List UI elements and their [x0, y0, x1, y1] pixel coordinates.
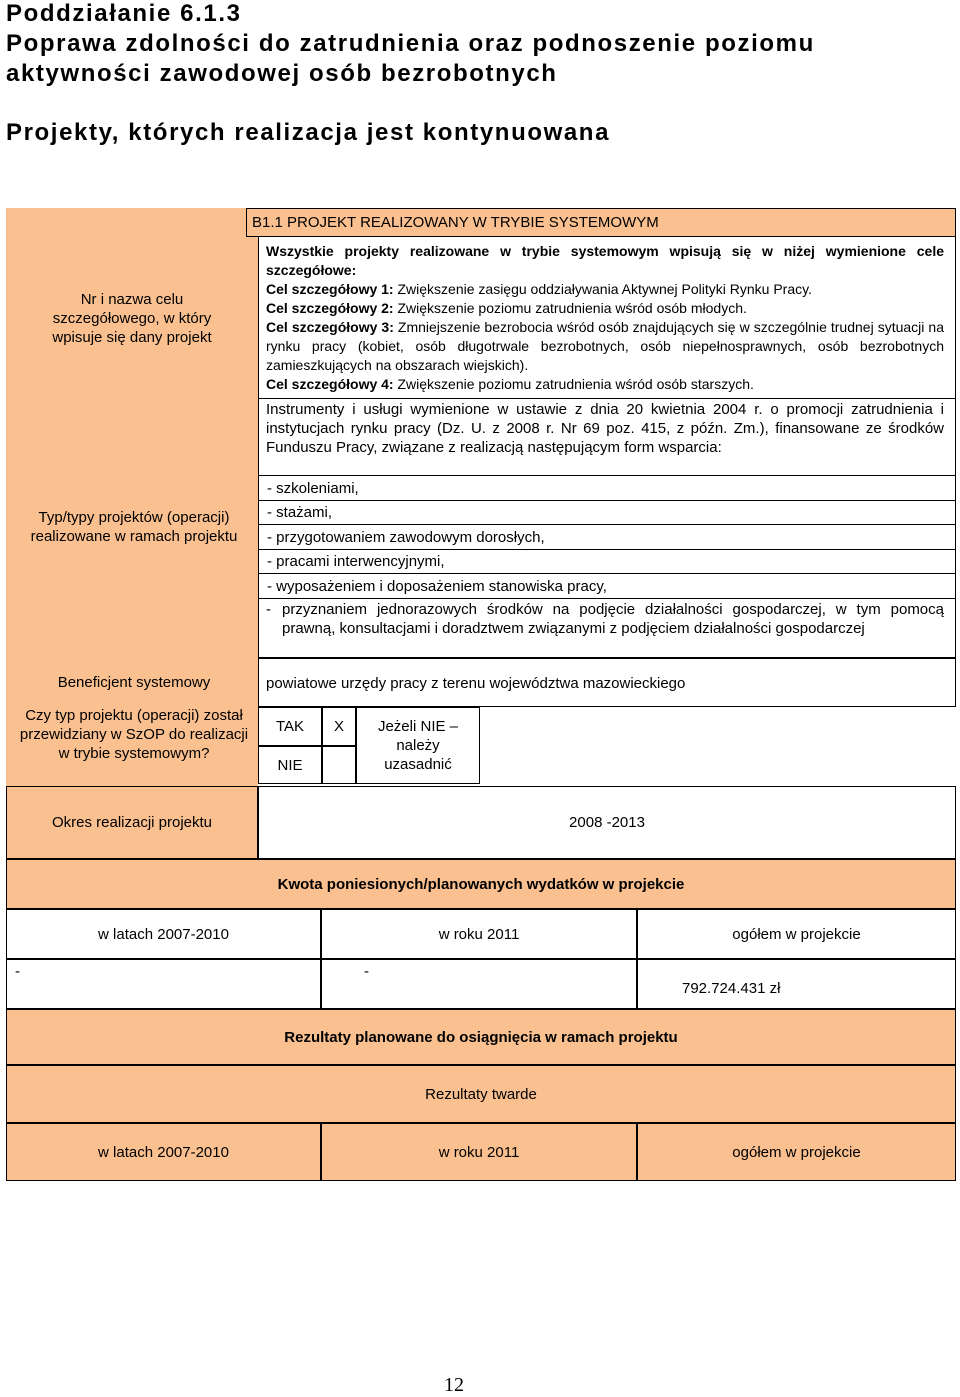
- period-value: 2008 -2013: [258, 786, 956, 859]
- results-col-2: w roku 2011: [321, 1123, 637, 1181]
- goal-3-text: Zmniejszenie bezrobocia wśród osób znajdujących się w szczególnie trudnej sytuacji na rynku pracy (kobiet, osób długotrwale bezrobotnych, osób niepełnosprawnych, osób bezrobotnych zamieszkujących na obszarach wiejskich).: [266, 319, 944, 373]
- beneficiary-value: powiatowe urzędy pracy z terenu województwa mazowieckiego: [266, 675, 686, 692]
- types-item-5: - wyposażeniem i doposażeniem stanowiska pracy,: [258, 573, 956, 598]
- costs-col-1: w latach 2007-2010: [6, 909, 321, 959]
- goal-2-text: Zwiększenie poziomu zatrudnienia wśród osób młodych.: [397, 300, 747, 316]
- goal-4: [266, 375, 944, 394]
- beneficiary-label: Beneficjent systemowy: [57, 674, 211, 691]
- costs-val-1: -: [6, 959, 321, 1009]
- types-divider: [258, 398, 956, 399]
- goal-4-label: Cel szczegółowy 4:: [266, 376, 394, 392]
- results-hard: Rezultaty twarde: [6, 1065, 956, 1123]
- systemic-yes-mark: X: [322, 707, 356, 746]
- types-item-3: - przygotowaniem zawodowym dorosłych,: [258, 524, 956, 549]
- goal-4-text: Zwiększenie poziomu zatrudnienia wśród osób starszych.: [397, 376, 754, 392]
- goal-3: [266, 318, 944, 375]
- results-col-1: w latach 2007-2010: [6, 1123, 321, 1181]
- systemic-no: NIE: [258, 746, 322, 784]
- types-item-2: - stażami,: [258, 500, 956, 524]
- systemic-label: Czy typ projektu (operacji) został przewidziany w SzOP do realizacji w trybie systemowym?: [19, 707, 249, 762]
- types-item-1: - szkoleniami,: [258, 475, 956, 500]
- results-col-3: ogółem w projekcie: [637, 1123, 956, 1181]
- subaction-title-line-1: Poprawa zdolności do zatrudnienia oraz podnoszenie poziomu: [6, 30, 815, 57]
- types-item-6: przyznaniem jednorazowych środków na podjęcie działalności gospodarczej, w tym pomocą prawną, konsultacjami i doradztwem związanymi z podjęciem działalności gospodarczej: [282, 601, 944, 637]
- types-item-6-divider: [258, 598, 956, 599]
- systemic-no-mark: [322, 746, 356, 784]
- period-label: Okres realizacji projektu: [6, 786, 258, 859]
- results-title: Rezultaty planowane do osiągnięcia w ramach projektu: [6, 1009, 956, 1065]
- project-title: B1.1 PROJEKT REALIZOWANY W TRYBIE SYSTEMOWYM: [246, 208, 956, 237]
- costs-col-3: ogółem w projekcie: [637, 909, 956, 959]
- goal-1-text: Zwiększenie zasięgu oddziaływania Aktywnej Polityki Rynku Pracy.: [397, 281, 812, 297]
- goal-1: [266, 280, 944, 299]
- costs-val-2: -: [321, 959, 637, 1009]
- goals-intro: Wszystkie projekty realizowane w trybie systemowym wpisują się w niżej wymienione cele szczegółowe:: [266, 243, 944, 278]
- subaction-title-line-2: aktywności zawodowej osób bezrobotnych: [6, 60, 558, 87]
- page-number: 12: [444, 1374, 464, 1396]
- goal-label: Nr i nazwa celu szczegółowego, w który wpisuje się dany projekt: [52, 291, 212, 346]
- subaction-number: Poddziałanie 6.1.3: [6, 0, 242, 27]
- goal-1-label: Cel szczegółowy 1:: [266, 281, 394, 297]
- systemic-note: Jeżeli NIE – należy uzasadnić: [356, 707, 480, 784]
- types-label: Typ/typy projektów (operacji) realizowane w ramach projektu: [30, 509, 238, 545]
- goals-block: [266, 242, 944, 394]
- types-item-4: - pracami interwencyjnymi,: [258, 549, 956, 573]
- costs-title: Kwota poniesionych/planowanych wydatków w projekcie: [6, 859, 956, 909]
- types-intro: Instrumenty i usługi wymienione w ustawie z dnia 20 kwietnia 2004 r. o promocji zatrudnienia i instytucjach rynku pracy (Dz. U. z 2008 r. Nr 69 poz. 415, z późn. Zm.), finansowane ze środków Funduszu Pracy, związane z realizacją następującym form wsparcia:: [266, 401, 944, 456]
- section-title: Projekty, których realizacja jest kontynuowana: [6, 119, 611, 146]
- goal-2: [266, 299, 944, 318]
- goal-2-label: Cel szczegółowy 2:: [266, 300, 394, 316]
- costs-col-2: w roku 2011: [321, 909, 637, 959]
- costs-val-3: 792.724.431 zł: [637, 959, 956, 1009]
- types-item-6-dash: -: [266, 601, 271, 618]
- systemic-yes: TAK: [258, 707, 322, 746]
- goal-3-label: Cel szczegółowy 3:: [266, 319, 394, 335]
